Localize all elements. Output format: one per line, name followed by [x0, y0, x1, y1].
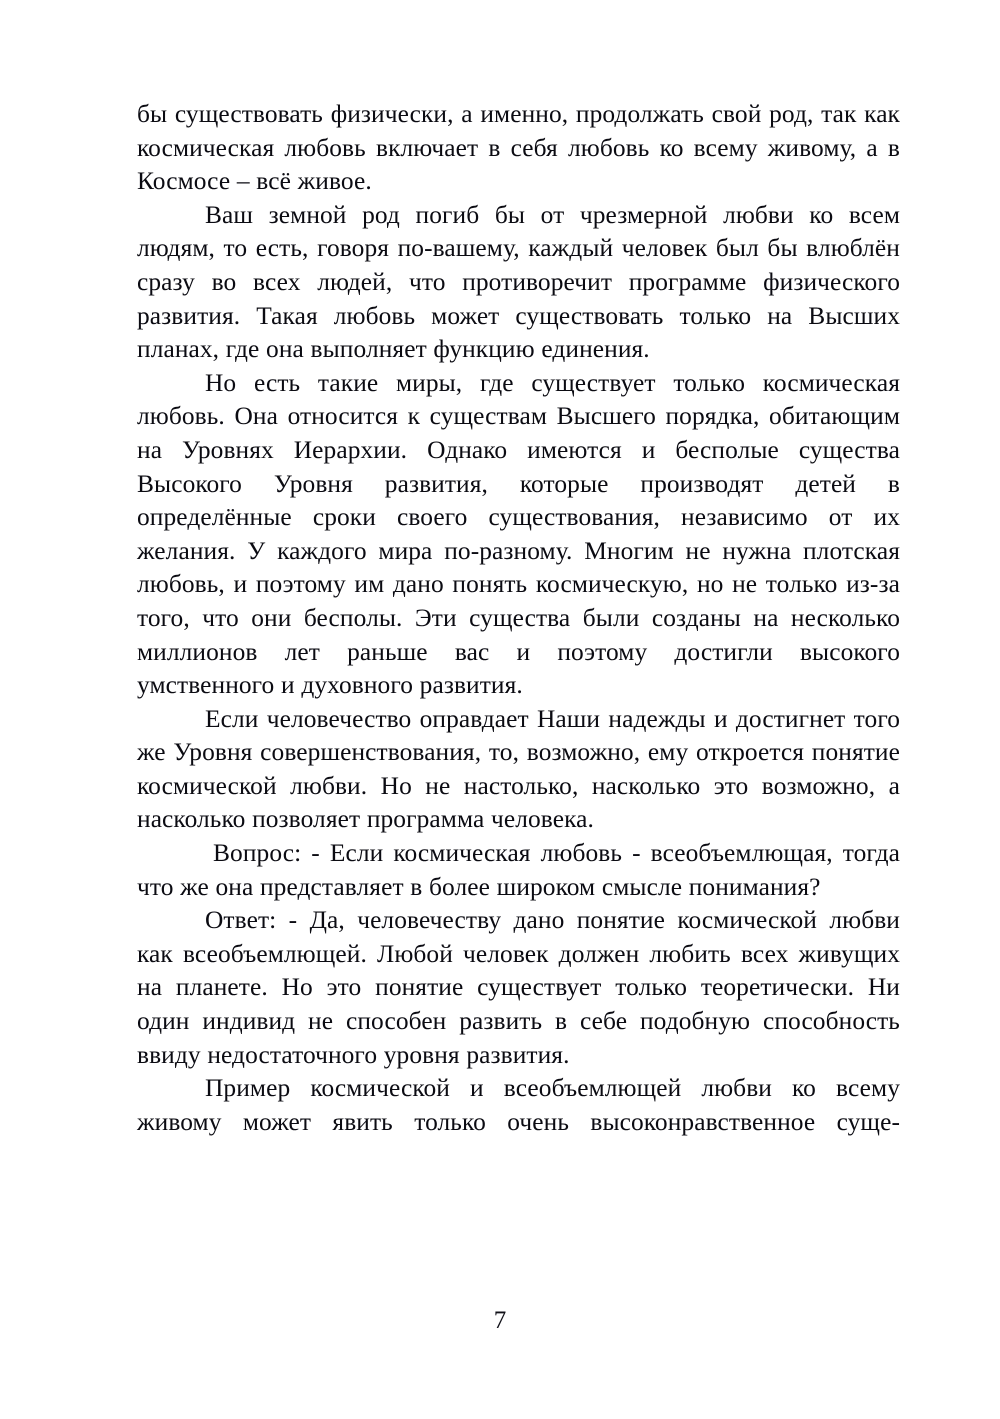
paragraph-2: Ваш земной род погиб бы от чрезмерной любви ко всем людям, то есть, говоря по-вашему, каждый человек был бы влюблён сразу во всех людей, что противоречит программе физического развития. Такая любовь может существовать только на Высших планах, где она выполняет функцию единения. — [137, 200, 900, 364]
paragraph-5-question: Вопрос: - Если космическая любовь - всеобъемлющая, тогда что же она представляет в более широком смысле понимания? — [137, 839, 900, 901]
paragraph-7: Пример космической и всеобъемлющей любви ко всему живому может явить только очень высоконравственное суще- — [137, 1074, 900, 1136]
paragraph-1: бы существовать физически, а именно, продолжать свой род, так как космическая любовь включает в себя любовь ко всему живому, а в Космосе – всё живое. — [137, 100, 900, 196]
body-text-column — [137, 98, 900, 1139]
paragraph-3: Но есть такие миры, где существует только космическая любовь. Она относится к существам Высшего порядка, обитающим на Уровнях Иерархии. Однако имеются и бесполые существа Высокого Уровня развития, которые производят детей в определённые сроки своего существования, независимо от их желания. У каждого мира по-разному. Многим не нужна плотская любовь, и поэтому им дано понять космическую, но не только из-за того, что они бесполы. Эти существа были созданы на несколько миллионов лет раньше вас и поэтому достигли высокого умственного и духовного развития. — [137, 368, 900, 700]
page-number: 7 — [493, 1307, 507, 1334]
paragraph-6-answer: Ответ: - Да, человечеству дано понятие космической любви как всеобъемлющей. Любой человек должен любить всех живущих на планете. Но это понятие существует только теоретически. Ни один индивид не способен развить в себе подобную способность ввиду недостаточного уровня развития. — [137, 906, 900, 1069]
paragraph-4: Если человечество оправдает Наши надежды и достигнет того же Уровня совершенствования, то, возможно, ему откроется понятие космической любви. Но не настолько, насколько это возможно, а насколько позволяет программа человека. — [137, 704, 900, 834]
